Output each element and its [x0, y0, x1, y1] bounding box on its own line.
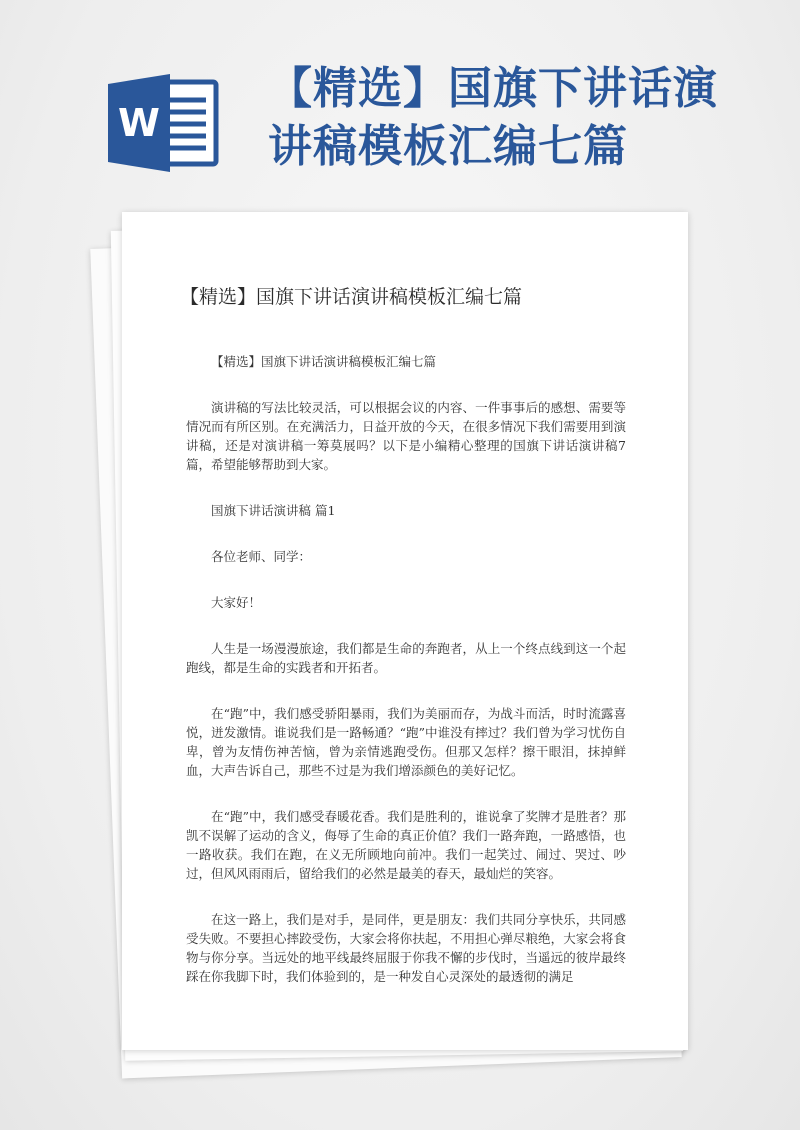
paragraph-body: 人生是一场漫漫旅途，我们都是生命的奔跑者，从上一个终点线到这一个起跑线，都是生命的实践者和开拓者。 [186, 641, 626, 675]
paragraph-body: 在这一路上，我们是对手，是同伴，更是朋友：我们共同分享快乐，共同感受失败。不要担心摔跤受伤，大家会将你扶起，不用担心弹尽粮绝，大家会将食物与你分享。当远处的地平线最终屈服于你我不懈的步伐时，当遥远的彼岸最终踩在你我脚下时，我们体验到的，是一种发自心灵深处的最透彻的满足 [186, 912, 626, 984]
paragraph-greeting: 大家好！ [211, 595, 262, 610]
page-headline [268, 60, 768, 176]
headline-line-2: 讲稿模板汇编七篇 [268, 121, 628, 172]
paragraph-salutation: 各位老师、同学： [211, 549, 312, 564]
headline-line-1: 【精选】国旗下讲话演 [268, 63, 718, 114]
paragraph-intro: 演讲稿的写法比较灵活，可以根据会议的内容、一件事事后的感想、需要等情况而有所区别。在充满活力，日益开放的今天，在很多情况下我们需要用到演讲稿，还是对演讲稿一筹莫展吗？以下是小编精心整理的国旗下讲话演讲稿7篇，希望能够帮助到大家。 [186, 400, 626, 472]
paragraph-subtitle: 【精选】国旗下讲话演讲稿模板汇编七篇 [211, 354, 437, 369]
document-title: 【精选】国旗下讲话演讲稿模板汇编七篇 [180, 286, 523, 308]
paragraph-body: 在“跑”中，我们感受春暖花香。我们是胜利的，谁说拿了奖牌才是胜者？那凯不误解了运动的含义，侮辱了生命的真正价值？我们一路奔跑，一路感悟，也一路收获。我们在跑，在义无所顾地向前冲。我们一起笑过、闹过、哭过、吵过，但风风雨雨后，留给我们的必然是最美的春天，最灿烂的笑容。 [186, 809, 626, 881]
section-heading: 国旗下讲话演讲稿 篇1 [211, 503, 336, 518]
document-page [122, 212, 688, 1050]
microsoft-word-icon [108, 72, 220, 174]
paragraph-body: 在“跑”中，我们感受骄阳暴雨，我们为美丽而存，为战斗而活，时时流露喜悦，迸发激情。谁说我们是一路畅通？“跑”中谁没有摔过？我们曾为学习忧伤自卑，曾为友情伤神苦恼，曾为亲情逃跑受伤。但那又怎样？擦干眼泪，抹掉鲜血，大声告诉自己，那些不过是为我们增添颜色的美好记忆。 [186, 706, 626, 778]
document-body [186, 352, 626, 1013]
word-logo-letter: W [118, 101, 160, 145]
